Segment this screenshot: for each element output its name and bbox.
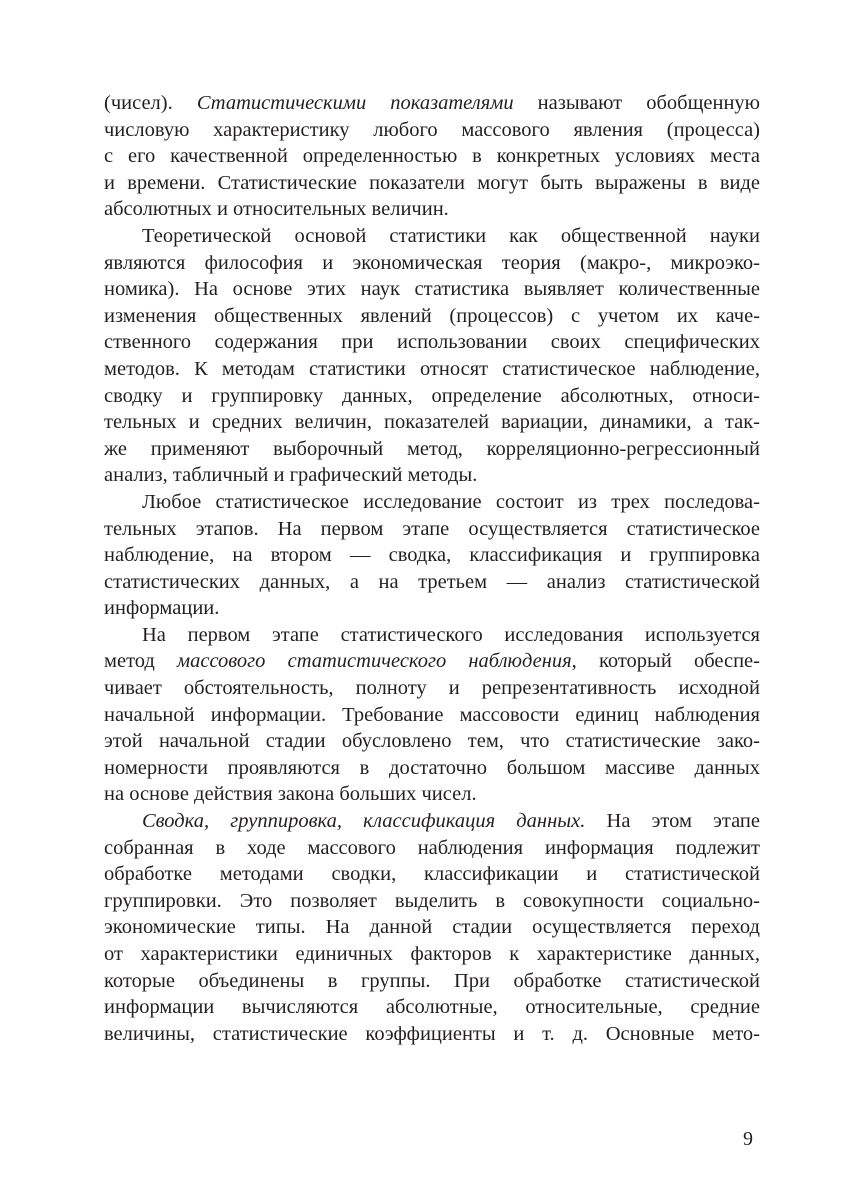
text-run: чивает обстоятельность, полноту и репрезентативность исходной (104, 677, 760, 700)
body-text (104, 90, 760, 1047)
text-run: информации вычисляются абсолютные, относительные, средние (104, 996, 760, 1019)
italic-term: Сводка, группировка, классификация данных. (142, 810, 586, 833)
text-line (104, 888, 760, 915)
text-line (104, 409, 760, 436)
text-run: метод (104, 650, 178, 673)
text-run: номика). На основе этих наук статистика выявляет количественные (104, 278, 760, 301)
text-run: методов. К методам статистики относят статистическое наблюдение, (104, 357, 760, 380)
text-run: , который обеспе- (571, 650, 760, 673)
text-line (104, 835, 760, 862)
text-run: числовую характеристику любого массового явления (процесса) (104, 118, 760, 141)
text-run: называют обобщенную (513, 92, 760, 114)
text-run: анализ, табличный и графический методы. (104, 464, 478, 487)
text-run: тельных этапов. На первом этапе осуществляется статистическое (104, 517, 760, 540)
text-line (104, 994, 760, 1021)
text-run: тельных и средних величин, показателей вариации, динамики, а так- (104, 411, 760, 434)
paragraph (104, 808, 760, 1047)
text-run: этой начальной стадии обусловлено тем, что статистические зако- (104, 730, 760, 753)
text-run: сводку и группировку данных, определение абсолютных, относи- (104, 384, 760, 407)
text-line (104, 1021, 760, 1048)
text-line (104, 276, 760, 303)
text-run: и времени. Статистические показатели могут быть выражены в виде (104, 171, 760, 194)
paragraph (104, 622, 760, 808)
text-line (104, 250, 760, 277)
text-run: статистических данных, а на третьем — анализ статистической (104, 570, 760, 593)
text-run: экономические типы. На данной стадии осуществляется переход (104, 916, 760, 939)
text-line (104, 90, 760, 117)
text-run: На этом этапе (585, 810, 760, 833)
text-line (104, 941, 760, 968)
text-run: ственного содержания при использовании своих специфических (104, 331, 760, 354)
text-run: Теоретической основой статистики как общественной науки (142, 224, 760, 247)
italic-term: массового статистического наблюдения (177, 650, 572, 673)
text-line (104, 143, 760, 170)
text-line (104, 728, 760, 755)
text-line (104, 170, 760, 197)
text-line (104, 622, 760, 649)
text-line (104, 196, 760, 223)
text-run: собранная в ходе массового наблюдения информация подлежит (104, 836, 760, 859)
text-line (104, 117, 760, 144)
text-line (104, 383, 760, 410)
text-line (104, 781, 760, 808)
text-line (104, 489, 760, 516)
text-run: абсолютных и относительных величин. (104, 198, 449, 221)
text-line (104, 542, 760, 569)
text-run: номерности проявляются в достаточно большом массиве данных (104, 756, 760, 779)
text-line (104, 861, 760, 888)
text-run: с его качественной определенностью в конкретных условиях места (104, 145, 760, 168)
text-line (104, 436, 760, 463)
text-line (104, 808, 760, 835)
paragraph (104, 489, 760, 622)
text-line (104, 329, 760, 356)
text-run: от характеристики единичных факторов к характеристике данных, (104, 943, 760, 965)
text-line (104, 914, 760, 941)
text-run: Любое статистическое исследование состоит из трех последова- (142, 490, 760, 513)
text-line (104, 569, 760, 596)
text-run: являются философия и экономическая теория (макро-, микроэко- (104, 251, 760, 274)
page-number: 9 (743, 1128, 753, 1150)
paragraph (104, 90, 760, 223)
text-run: информации. (104, 597, 220, 620)
text-line (104, 702, 760, 729)
text-line (104, 303, 760, 330)
text-run: которые объединены в группы. При обработке статистической (104, 969, 760, 992)
text-line (104, 755, 760, 782)
text-run: (чисел). (104, 92, 197, 114)
text-line (104, 968, 760, 995)
italic-term: Статистическими показателями (196, 92, 514, 114)
paragraph (104, 223, 760, 489)
text-run: наблюдение, на втором — сводка, классификация и группировка (104, 544, 760, 567)
text-run: обработке методами сводки, классификации и статистической (104, 863, 760, 886)
text-line (104, 516, 760, 543)
text-run: же применяют выборочный метод, корреляционно-регрессионный (104, 437, 760, 460)
text-run: начальной информации. Требование массовости единиц наблюдения (104, 703, 760, 726)
text-line (104, 595, 760, 622)
text-run: На первом этапе статистического исследования используется (142, 623, 760, 646)
text-run: группировки. Это позволяет выделить в совокупности социально- (104, 889, 760, 912)
text-line (104, 462, 760, 489)
text-run: изменения общественных явлений (процессов) с учетом их каче- (104, 304, 760, 327)
text-line (104, 223, 760, 250)
text-run: величины, статистические коэффициенты и т. д. Основные мето- (104, 1022, 760, 1045)
text-line (104, 675, 760, 702)
text-run: на основе действия закона больших чисел. (104, 783, 477, 806)
text-line (104, 356, 760, 383)
text-line (104, 648, 760, 675)
